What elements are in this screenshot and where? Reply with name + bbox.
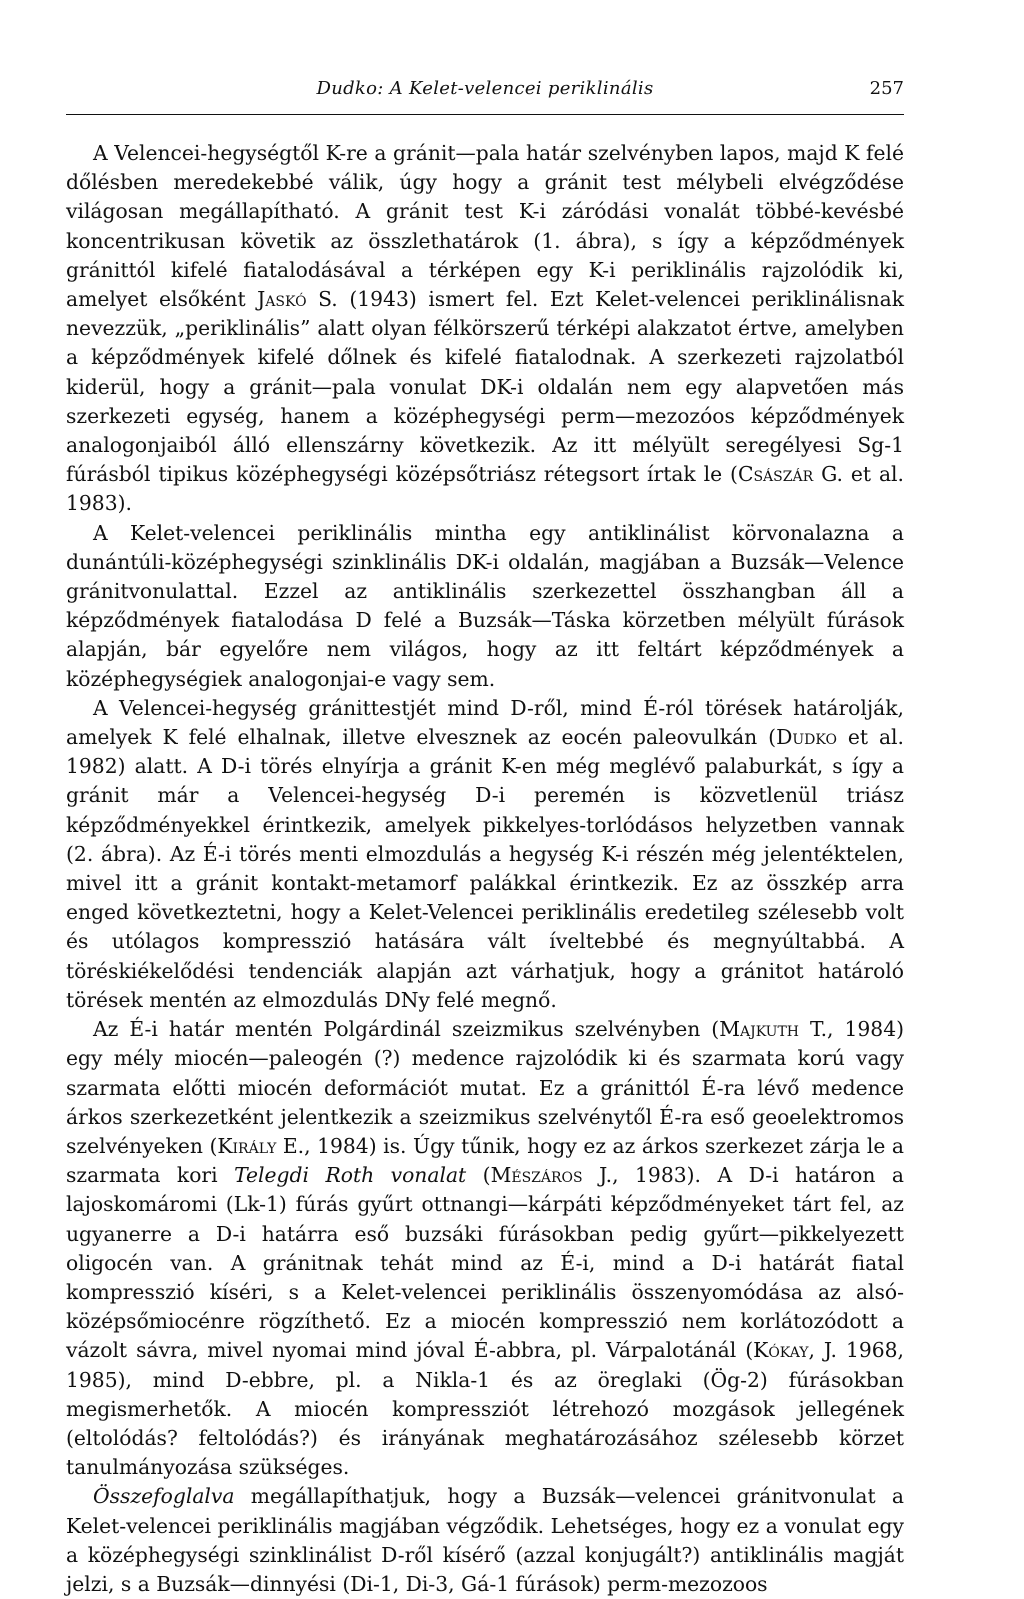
paragraph xyxy=(66,519,904,694)
paragraph xyxy=(66,1015,904,1482)
text-run: E., 1984) is. Úgy tűnik, hogy ez az árkos szerkezet zárja le a szarmata kori xyxy=(66,1133,904,1188)
text-run: S. (1943) ismert fel. Ezt Kelet-velencei periklinálisnak nevezzük, „periklinális” alatt olyan félkörszerű térképi alakzatot értve, amelyben a képződmények kifelé dőlnek és kifelé fiatalodnak. A szerkezeti rajzolatból kiderül, hogy a gránit—pala vonulat DK-i oldalán nem egy alapvetően más szerkezeti egység, hanem a középhegységi perm—mezozóos képződmények analogonjaiból álló ellenszárny következik. Az itt mélyült seregélyesi Sg-1 fúrásból tipikus középhegységi középsőtriász rétegsort írtak le ( xyxy=(66,287,904,487)
running-head xyxy=(66,76,904,115)
text-run: Az É-i határ mentén Polgárdinál szeizmikus szelvényben ( xyxy=(93,1017,720,1042)
text-run: A Velencei-hegység gránittestjét mind D-ről, mind É-ról törések határolják, amelyek K felé elhalnak, illetve elvesznek az eocén paleovulkán ( xyxy=(66,695,904,750)
paragraph xyxy=(66,1482,904,1599)
header-separator: : xyxy=(377,78,384,99)
header-title: A Kelet-velencei periklinális xyxy=(389,78,654,99)
author-name: Mészáros xyxy=(490,1163,583,1188)
author-name: Császár xyxy=(737,462,814,487)
text-run: ( xyxy=(466,1163,491,1188)
running-title xyxy=(66,78,904,99)
author-name: Kókay xyxy=(753,1338,809,1363)
text-run: et al. 1982) alatt. A D-i törés elnyírja a gránit K-en még meglévő palaburkát, s így a gránit már a Velencei-hegység D-i peremén is közvetlenül triász képződményekkel érintkezik, amelyek pikkelyes-torlódásos helyzetben vannak (2. ábra). Az É-i törés menti elmozdulás a hegység K-i részén még jelentéktelen, mivel itt a gránit kontakt-metamorf palákkal érintkezik. Ez az összkép arra enged következtetni, hogy a Kelet-Velencei periklinális eredetileg szélesebb volt és utólagos kompresszió hatására vált íveltebbé és megnyúltabbá. A töréskiékelődési tendenciák alapján azt várhatjuk, hogy a gránitot határoló törések mentén az elmozdulás DNy felé megnő. xyxy=(66,725,904,1012)
text-run: G. et al. 1983). xyxy=(66,462,904,516)
text-run: , J. 1968, 1985), mind D-ebbre, pl. a Nikla-1 és az öreglaki (Ög-2) fúrásokban megismerhetők. A miocén kompressziót létrehozó mozgások jellegének (eltolódás? feltolódás?) és irányának meghatározásához szélesebb körzet tanulmányozása szükséges. xyxy=(66,1338,904,1480)
author-name: Dudko xyxy=(776,725,837,750)
body-text xyxy=(66,139,904,1599)
emphasis-text: Összefoglalva xyxy=(93,1484,235,1509)
emphasis-text: Telegdi Roth vonalat xyxy=(234,1163,467,1188)
text-run: A Kelet-velencei periklinális mintha egy antiklinálist körvonalazna a dunántúli-középhegységi szinklinális DK-i oldalán, magjában a Buzsák—Velence gránitvonulattal. Ezzel az antiklinális szerkezettel összhangban áll a képződmények fiatalodása D felé a Buzsák—Táska körzetben mélyült fúrások alapján, bár egyelőre nem világos, hogy az itt feltárt képződmények a középhegységiek analogonjai-e vagy sem. xyxy=(66,520,904,691)
text-run: A Velencei-hegységtől K-re a gránit—pala határ szelvényben lapos, majd K felé dőlésben meredekebbé válik, úgy hogy a gránit test mélybeli elvégződése világosan megállapítható. A gránit test K-i záródási vonalát többé-kevésbé koncentrikusan követik az összlethatárok (1. ábra), s így a képződmények gránittól kifelé fiatalodásával a térképen egy K-i periklinális rajzolódik ki, amelyet elsőként xyxy=(66,141,904,312)
paragraph xyxy=(66,139,904,519)
header-author: Dudko xyxy=(316,78,378,99)
text-run: J., 1983). A D-i határon a lajoskomáromi (Lk-1) fúrás gyűrt ottnangi—kárpáti képződményeket tárt fel, az ugyanerre a D-i határra eső buzsáki fúrásokban pedig gyűrt—pikkelyezett oligocén van. A gránitnak tehát mind az É-i, mind a D-i határát fiatal kompresszió kíséri, s a Kelet-velencei periklinális összenyomódása az alsó-középsőmiocénre rögzíthető. Ez a miocén kompresszió nem korlátozódott a vázolt sávra, mivel nyomai mind jóval É-abbra, pl. Várpalotánál ( xyxy=(66,1163,904,1363)
author-name: Jaskó xyxy=(257,287,307,312)
paragraph xyxy=(66,694,904,1015)
page-number: 257 xyxy=(869,78,904,99)
text-run: megállapíthatjuk, hogy a Buzsák—velencei gránitvonulat a Kelet-velencei periklinális magjában végződik. Lehetséges, hogy ez a vonulat egy a középhegységi szinklinálist D-ről kísérő (azzal konjugált?) antiklinális magját jelzi, s a Buzsák—dinnyési (Di-1, Di-3, Gá-1 fúrások) perm-mezozoos xyxy=(66,1484,904,1596)
author-name: Király xyxy=(217,1133,277,1158)
text-run: T., 1984) egy mély miocén—paleogén (?) medence rajzolódik ki és szarmata korú vagy szarmata előtti miocén deformációt mutat. Ez a gránittól É-ra lévő medence árkos szerkezetként jelentkezik a szeizmikus szelvénytől É-ra eső geoelektromos szelvényeken ( xyxy=(66,1017,905,1158)
author-name: Majkuth xyxy=(719,1017,800,1042)
